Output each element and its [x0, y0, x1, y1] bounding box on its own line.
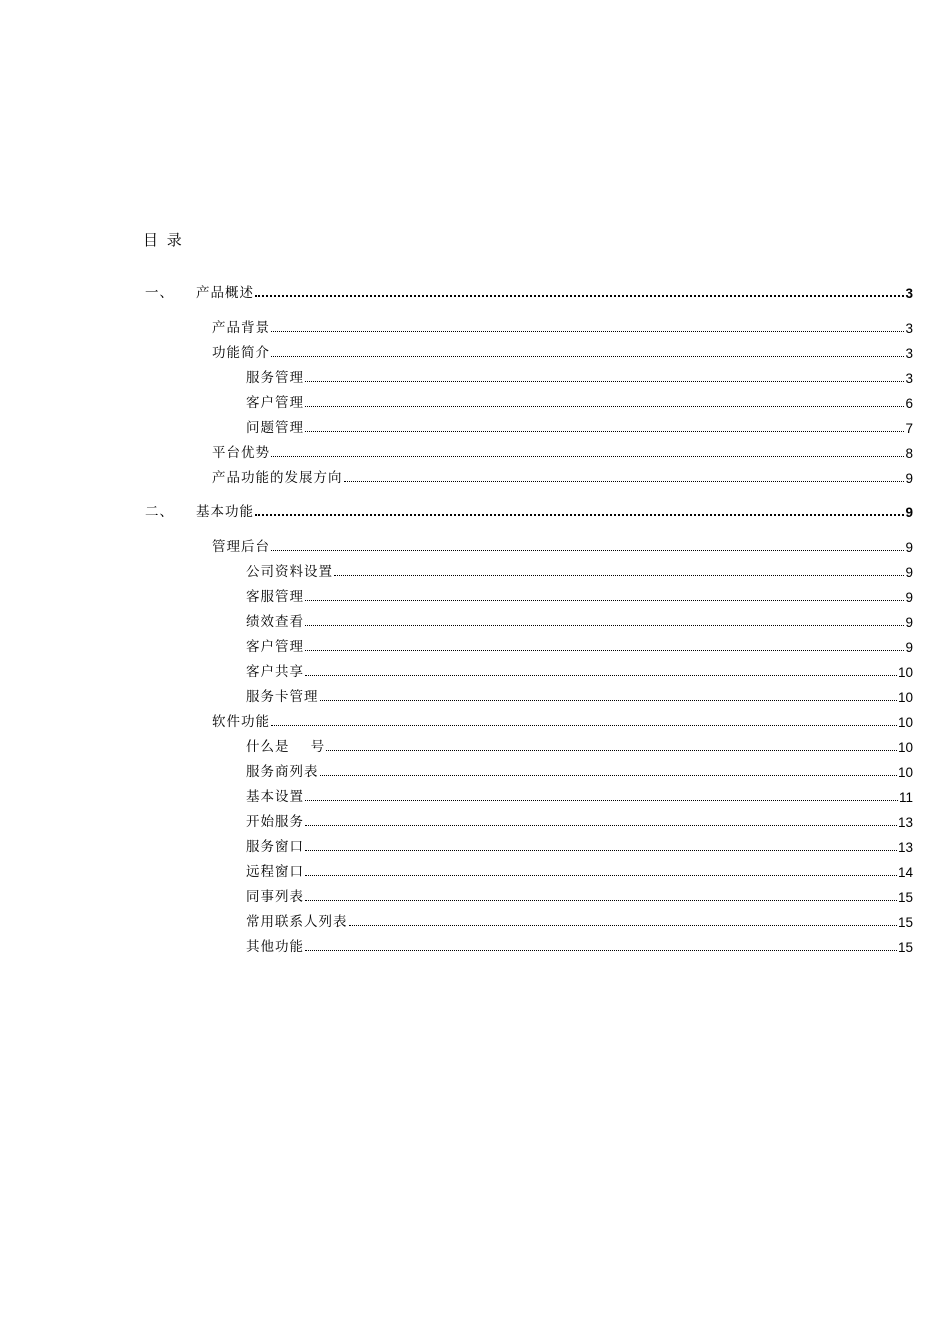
toc-entry[interactable] — [145, 905, 913, 930]
toc-entry[interactable] — [145, 655, 913, 680]
toc-entry-label: 客服管理 — [246, 589, 304, 605]
dot-leader — [271, 725, 897, 726]
toc-entry[interactable] — [145, 780, 913, 805]
toc-entry-label: 客户管理 — [246, 639, 304, 655]
toc-entry-label: 功能简介 — [212, 345, 270, 361]
dot-leader — [305, 431, 904, 432]
toc-entry-number: 二、 — [145, 504, 174, 520]
toc-entry-page-number: 3 — [905, 346, 913, 361]
toc-entry[interactable] — [145, 336, 913, 361]
toc-entry[interactable] — [145, 555, 913, 580]
dot-leader — [255, 514, 904, 516]
toc-entry-label: 软件功能 — [212, 714, 270, 730]
dot-leader — [320, 775, 897, 776]
toc-entry-page-number: 9 — [905, 590, 913, 605]
dot-leader — [305, 850, 897, 851]
toc-entry[interactable] — [145, 930, 913, 955]
toc-entry-page-number: 14 — [897, 865, 913, 880]
toc-entry-label: 公司资料设置 — [246, 564, 333, 580]
toc-entry-page-number: 3 — [905, 321, 913, 336]
toc-entry-label: 产品概述 — [196, 285, 254, 301]
dot-leader — [305, 650, 904, 651]
toc-entry[interactable] — [145, 530, 913, 555]
toc-entry-label: 管理后台 — [212, 539, 270, 555]
toc-entry[interactable] — [145, 830, 913, 855]
toc-entry-page-number: 15 — [897, 915, 913, 930]
toc-entry[interactable] — [145, 461, 913, 486]
toc-entry[interactable] — [145, 496, 913, 520]
toc-entry-page-number: 15 — [897, 890, 913, 905]
toc-entry-page-number: 3 — [905, 371, 913, 386]
dot-leader — [305, 825, 897, 826]
toc-entry-label: 服务商列表 — [246, 764, 319, 780]
table-of-contents — [145, 277, 913, 955]
toc-entry-label: 平台优势 — [212, 445, 270, 461]
toc-entry-label: 服务窗口 — [246, 839, 304, 855]
dot-leader — [271, 331, 904, 332]
toc-entry[interactable] — [145, 411, 913, 436]
toc-entry[interactable] — [145, 386, 913, 411]
toc-entry[interactable] — [145, 630, 913, 655]
dot-leader — [305, 406, 904, 407]
toc-entry-label: 绩效查看 — [246, 614, 304, 630]
toc-entry-page-number: 6 — [905, 396, 913, 411]
toc-entry-page-number: 13 — [897, 815, 913, 830]
toc-entry[interactable] — [145, 277, 913, 301]
toc-entry-label: 开始服务 — [246, 814, 304, 830]
dot-leader — [305, 600, 904, 601]
toc-entry-page-number: 10 — [897, 715, 913, 730]
toc-entry-page-number: 9 — [905, 565, 913, 580]
dot-leader — [305, 625, 904, 626]
toc-entry-page-number: 13 — [897, 840, 913, 855]
dot-leader — [305, 800, 898, 801]
toc-entry-label: 产品功能的发展方向 — [212, 470, 343, 486]
toc-entry-page-number: 10 — [897, 765, 913, 780]
toc-entry-page-number: 10 — [897, 690, 913, 705]
toc-entry-page-number: 10 — [897, 665, 913, 680]
toc-entry-page-number: 11 — [898, 790, 913, 805]
toc-entry-label: 服务卡管理 — [246, 689, 319, 705]
toc-entry-label: 基本功能 — [196, 504, 254, 520]
toc-entry-label: 常用联系人列表 — [246, 914, 348, 930]
toc-entry-label: 产品背景 — [212, 320, 270, 336]
toc-entry-page-number: 3 — [905, 286, 913, 301]
dot-leader — [305, 675, 897, 676]
dot-leader — [349, 925, 897, 926]
toc-entry[interactable] — [145, 580, 913, 605]
dot-leader — [305, 900, 897, 901]
dot-leader — [326, 750, 897, 751]
toc-entry-label: 问题管理 — [246, 420, 304, 436]
toc-entry-label: 其他功能 — [246, 939, 304, 955]
toc-entry[interactable] — [145, 605, 913, 630]
toc-entry[interactable] — [145, 805, 913, 830]
toc-title: 目 录 — [143, 231, 184, 249]
toc-entry-label: 客户共享 — [246, 664, 304, 680]
dot-leader — [271, 356, 904, 357]
toc-entry-page-number: 9 — [905, 471, 913, 486]
toc-entry[interactable] — [145, 880, 913, 905]
toc-entry-label: 什么是 号 — [246, 739, 326, 755]
toc-entry[interactable] — [145, 436, 913, 461]
toc-entry-page-number: 9 — [905, 615, 913, 630]
toc-entry-page-number: 10 — [897, 740, 913, 755]
toc-entry[interactable] — [145, 730, 913, 755]
toc-entry[interactable] — [145, 755, 913, 780]
dot-leader — [305, 950, 897, 951]
dot-leader — [344, 481, 905, 482]
toc-entry-label: 客户管理 — [246, 395, 304, 411]
toc-entry-label: 远程窗口 — [246, 864, 304, 880]
toc-entry-page-number: 9 — [905, 505, 913, 520]
toc-entry-page-number: 8 — [905, 446, 913, 461]
toc-entry-page-number: 7 — [905, 421, 913, 436]
dot-leader — [320, 700, 897, 701]
dot-leader — [255, 295, 904, 297]
dot-leader — [305, 381, 904, 382]
dot-leader — [305, 875, 897, 876]
toc-entry-label: 基本设置 — [246, 789, 304, 805]
toc-entry-label: 同事列表 — [246, 889, 304, 905]
dot-leader — [334, 575, 904, 576]
toc-entry[interactable] — [145, 361, 913, 386]
toc-entry-page-number: 9 — [905, 640, 913, 655]
toc-entry[interactable] — [145, 680, 913, 705]
toc-entry[interactable] — [145, 855, 913, 880]
toc-entry-page-number: 15 — [897, 940, 913, 955]
toc-entry-number: 一、 — [145, 285, 174, 301]
toc-entry-page-number: 9 — [905, 540, 913, 555]
toc-entry[interactable] — [145, 705, 913, 730]
dot-leader — [271, 550, 904, 551]
toc-entry-label: 服务管理 — [246, 370, 304, 386]
toc-entry[interactable] — [145, 311, 913, 336]
dot-leader — [271, 456, 904, 457]
